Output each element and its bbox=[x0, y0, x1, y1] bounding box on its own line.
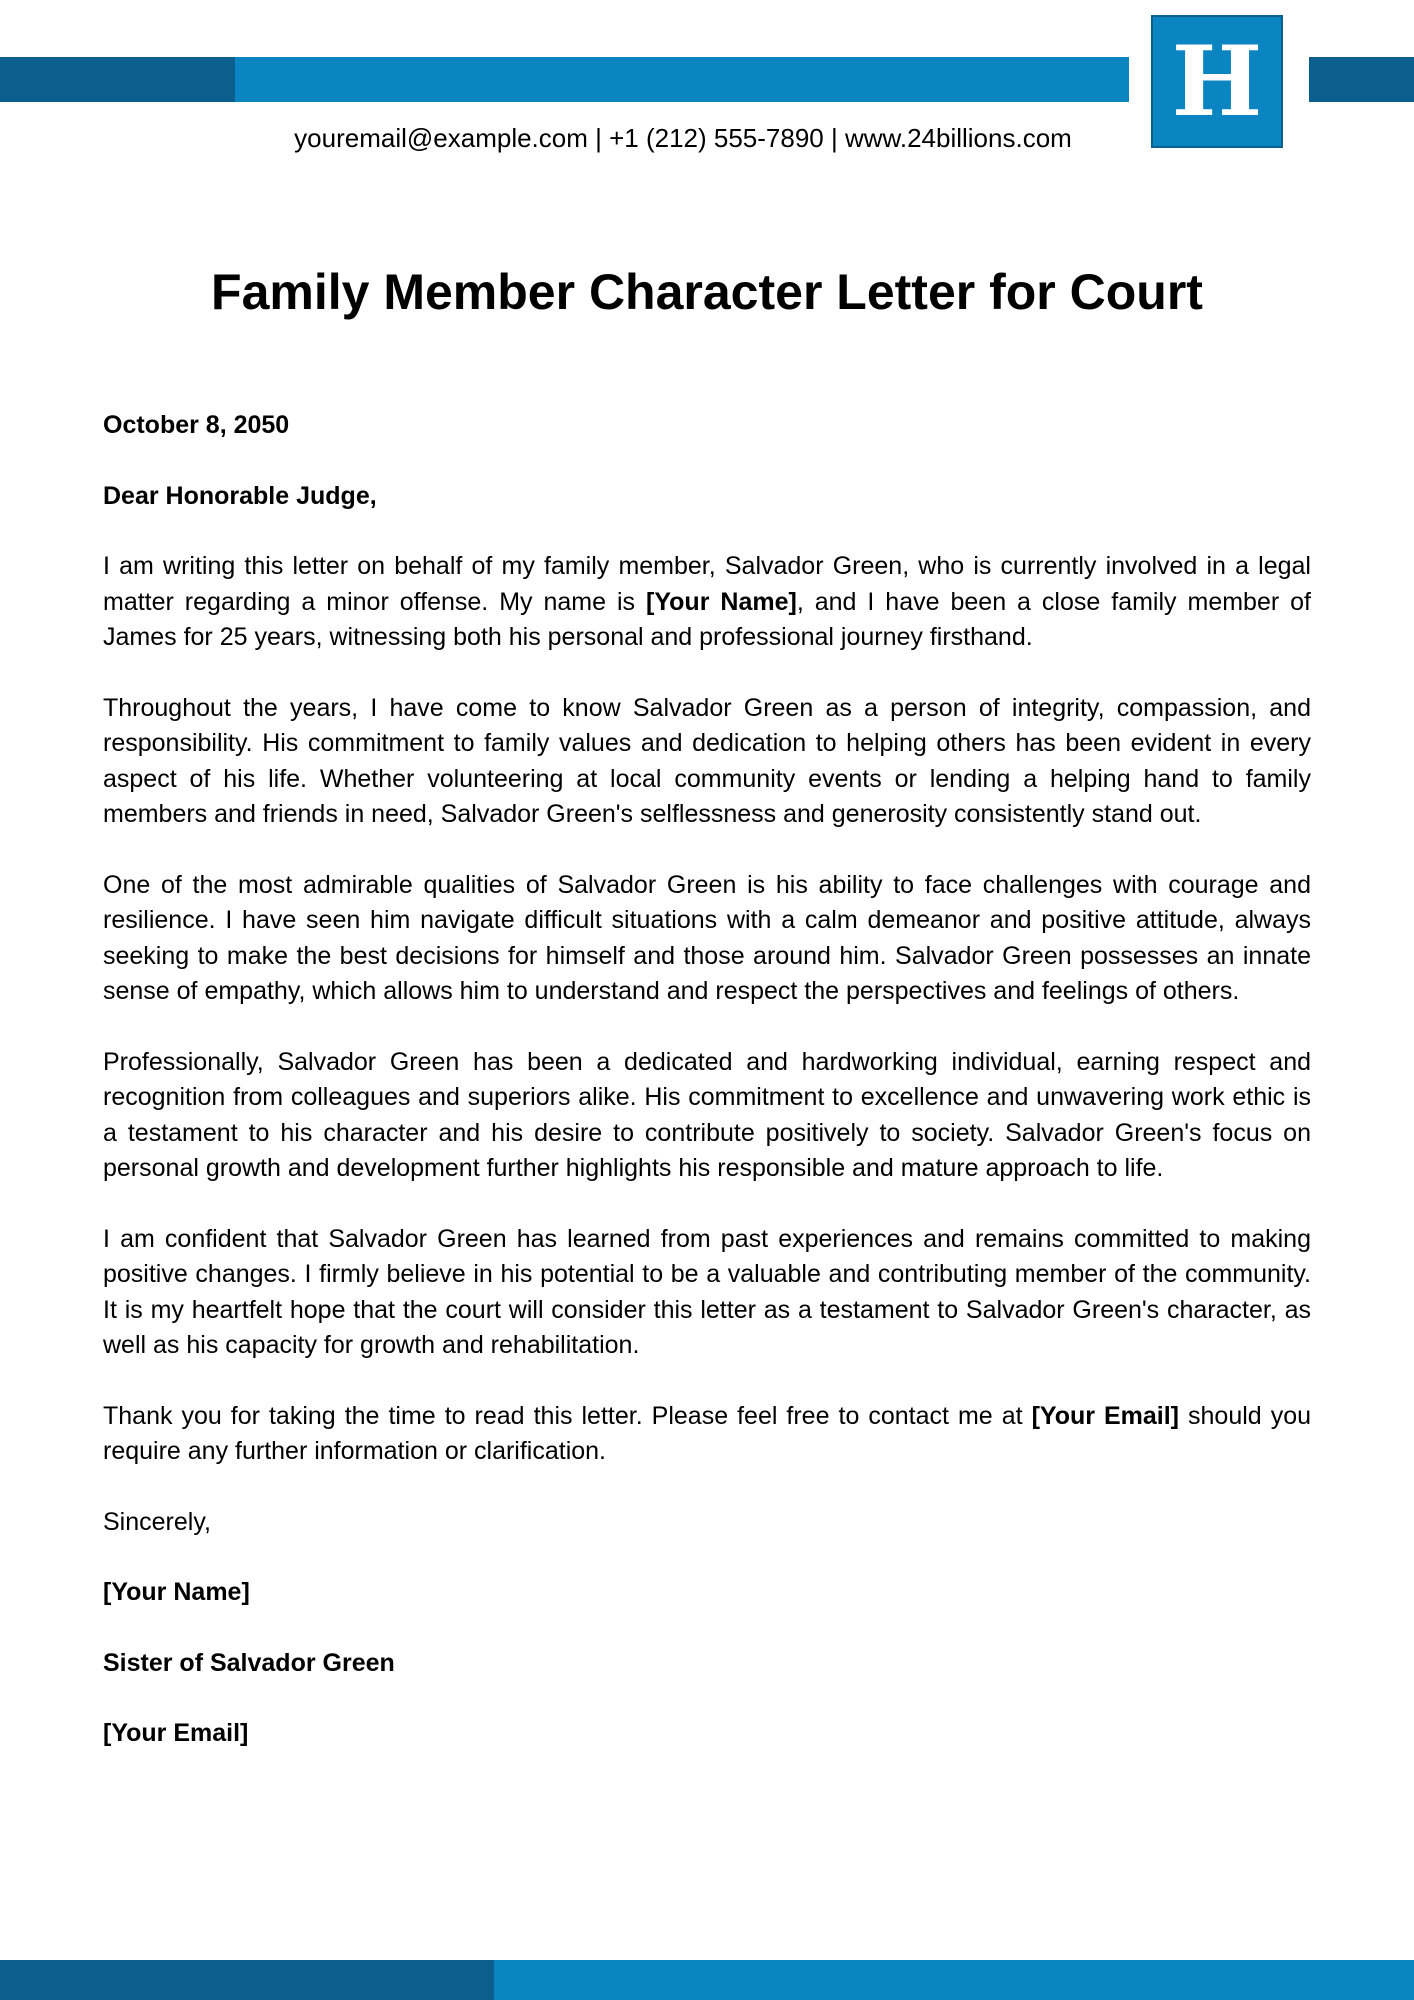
paragraph-3: One of the most admirable qualities of Salvador Green is his ability to face challenges with courage and resilience. I have seen him navigate difficult situations with a calm demeanor and positive attitude, always seeking to make the best decisions for himself and those around him. Salvador Green possesses an innate sense of empathy, which allows him to understand and respect the perspectives and feelings of others. bbox=[103, 870, 1311, 1005]
contact-text: youremail@example.com | +1 (212) 555-7890 | www.24billions.com bbox=[294, 123, 1072, 153]
paragraph-6-text-a: Thank you for taking the time to read this letter. Please feel free to contact me at bbox=[103, 1401, 1032, 1430]
paragraph-1-text-b: , and I have been a close family member of James for 25 years, witnessing both his personal and professional journey firsthand. bbox=[103, 587, 1311, 651]
header-bar-left bbox=[0, 57, 235, 102]
signature-name: [Your Name] bbox=[103, 1578, 250, 1606]
header-bar-right bbox=[1309, 57, 1414, 102]
contact-line bbox=[0, 120, 1414, 156]
salutation: Dear Honorable Judge, bbox=[103, 481, 377, 510]
closing: Sincerely, bbox=[103, 1507, 211, 1536]
signature-email: [Your Email] bbox=[103, 1719, 249, 1747]
paragraph-1 bbox=[103, 549, 1311, 656]
paragraph-5: I am confident that Salvador Green has learned from past experiences and remains committed to making positive changes. I firmly believe in his potential to be a valuable and contributing member of the community. It is my heartfelt hope that the court will consider this letter as a testament to Salvador Green's character, as well as his capacity for growth and rehabilitation. bbox=[103, 1224, 1311, 1359]
paragraph-4: Professionally, Salvador Green has been a dedicated and hardworking individual, earning respect and recognition from colleagues and superiors alike. His commitment to excellence and unwavering work ethic is a testament to his character and his desire to contribute positively to society. Salvador Green's focus on personal growth and development further highlights his responsible and mature approach to life. bbox=[103, 1047, 1311, 1182]
signature-relation: Sister of Salvador Green bbox=[103, 1648, 395, 1677]
paragraph-6-text-b: should you require any further information or clarification. bbox=[103, 1401, 1312, 1465]
letter-date: October 8, 2050 bbox=[103, 411, 290, 439]
placeholder-your-email: [Your Email] bbox=[1031, 1401, 1180, 1430]
footer-bar-left bbox=[0, 1960, 494, 2000]
paragraph-6 bbox=[103, 1399, 1311, 1470]
paragraph-1-text-a: I am writing this letter on behalf of my family member, Salvador Green, who is currently involved in a legal matter regarding a minor offense. My name is bbox=[103, 552, 1311, 616]
placeholder-your-name: [Your Name] bbox=[646, 587, 797, 616]
logo-letter: H bbox=[1171, 24, 1263, 138]
letter-body bbox=[103, 408, 1311, 1787]
header-bar-middle bbox=[235, 57, 1129, 102]
footer-bar-right bbox=[494, 1960, 1414, 2000]
document-title: Family Member Character Letter for Court bbox=[211, 264, 1203, 320]
paragraph-2: Throughout the years, I have come to know Salvador Green as a person of integrity, compassion, and responsibility. His commitment to family values and dedication to helping others has been evident in every aspect of his life. Whether volunteering at local community events or lending a helping hand to family members and friends in need, Salvador Green's selflessness and generosity consistently stand out. bbox=[103, 693, 1311, 828]
